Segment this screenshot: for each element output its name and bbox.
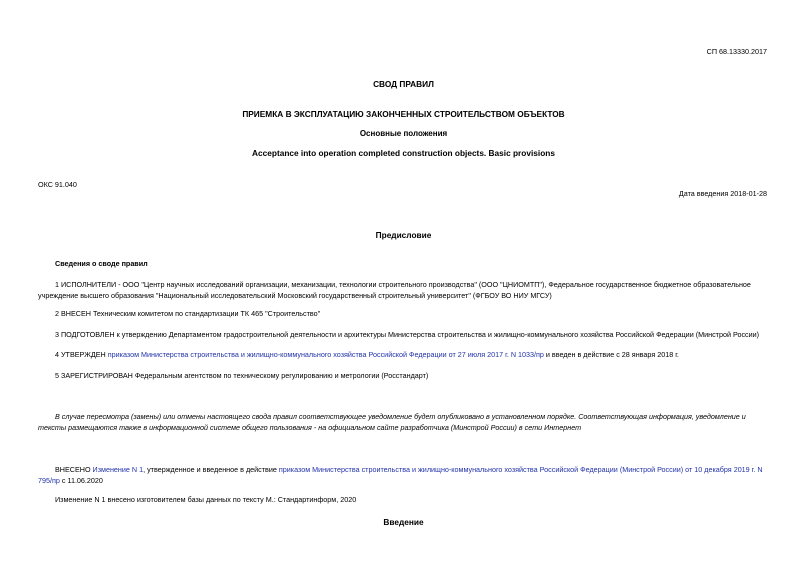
- document-code: СП 68.13330.2017: [706, 47, 767, 56]
- item4-suffix: и введен в действие с 28 января 2018 г.: [543, 350, 679, 359]
- oks-code: ОКС 91.040: [38, 180, 77, 189]
- introduction-heading: Введение: [383, 517, 424, 527]
- amend-suffix: с 11.06.2020: [59, 476, 103, 485]
- foreword-item-5: 5 ЗАРЕГИСТРИРОВАН Федеральным агентством по техническому регулированию и метрологии (Росстандарт): [55, 371, 429, 380]
- document-type-title: СВОД ПРАВИЛ: [373, 79, 434, 89]
- amend-mid: , утвержденное и введенное в действие: [143, 465, 279, 474]
- document-title-ru: ПРИЕМКА В ЭКСПЛУАТАЦИЮ ЗАКОНЧЕННЫХ СТРОИТЕЛЬСТВОМ ОБЪЕКТОВ: [242, 109, 565, 119]
- document-subtitle: Основные положения: [359, 129, 448, 138]
- foreword-item-3: 3 ПОДГОТОВЛЕН к утверждению Департаментом градостроительной деятельности и архитектуры Министерства строительства и жилищно-коммунального хозяйства Российской Федерации (Минстрой России): [55, 330, 760, 339]
- document-title-en: Acceptance into operation completed construction objects. Basic provisions: [252, 148, 555, 158]
- amendment-link[interactable]: Изменение N 1: [92, 465, 144, 474]
- approval-order-link[interactable]: приказом Министерства строительства и жилищно-коммунального хозяйства Российской Федерации от 27 июля 2017 г. N 1033/пр: [107, 350, 544, 359]
- foreword-heading: Предисловие: [375, 230, 432, 240]
- item4-prefix: 4 УТВЕРЖДЕН: [55, 350, 108, 359]
- foreword-item-1: 1 ИСПОЛНИТЕЛИ - ООО "Центр научных исследований организации, механизации, технологии строительного производства" (ООО "ЦНИОМТП"), Федеральное государственное бюджетное образовательное учреждение высшего образования "Национальный исследовательский Московский государственный строительный университет" (ФГБОУ ВО НИУ МГСУ): [38, 280, 751, 300]
- amend-prefix: ВНЕСЕНО: [55, 465, 93, 474]
- revision-notice: В случае пересмотра (замены) или отмены настоящего свода правил соответствующее уведомление будет опубликовано в установленном порядке. Соответствующая информация, уведомление и тексты размещаются также в информационной системе общего пользования - на официальном сайте разработчика (Минстрой России) в сети Интернет: [38, 412, 746, 432]
- foreword-item-2: 2 ВНЕСЕН Техническим комитетом по стандартизации ТК 465 "Строительство": [55, 309, 321, 318]
- info-heading: Сведения о своде правил: [55, 259, 148, 268]
- amendment-paragraph: [38, 464, 772, 486]
- amendment-note: Изменение N 1 внесено изготовителем базы данных по тексту М.: Стандартинформ, 2020: [55, 495, 357, 504]
- amendment-order-link[interactable]: приказом Министерства строительства и жилищно-коммунального хозяйства Российской Федерации (Минстрой России) от 10 декабря 2019 г. N 795/пр: [38, 465, 763, 485]
- intro-date: Дата введения 2018-01-28: [678, 189, 767, 198]
- foreword-item-4: [55, 350, 679, 359]
